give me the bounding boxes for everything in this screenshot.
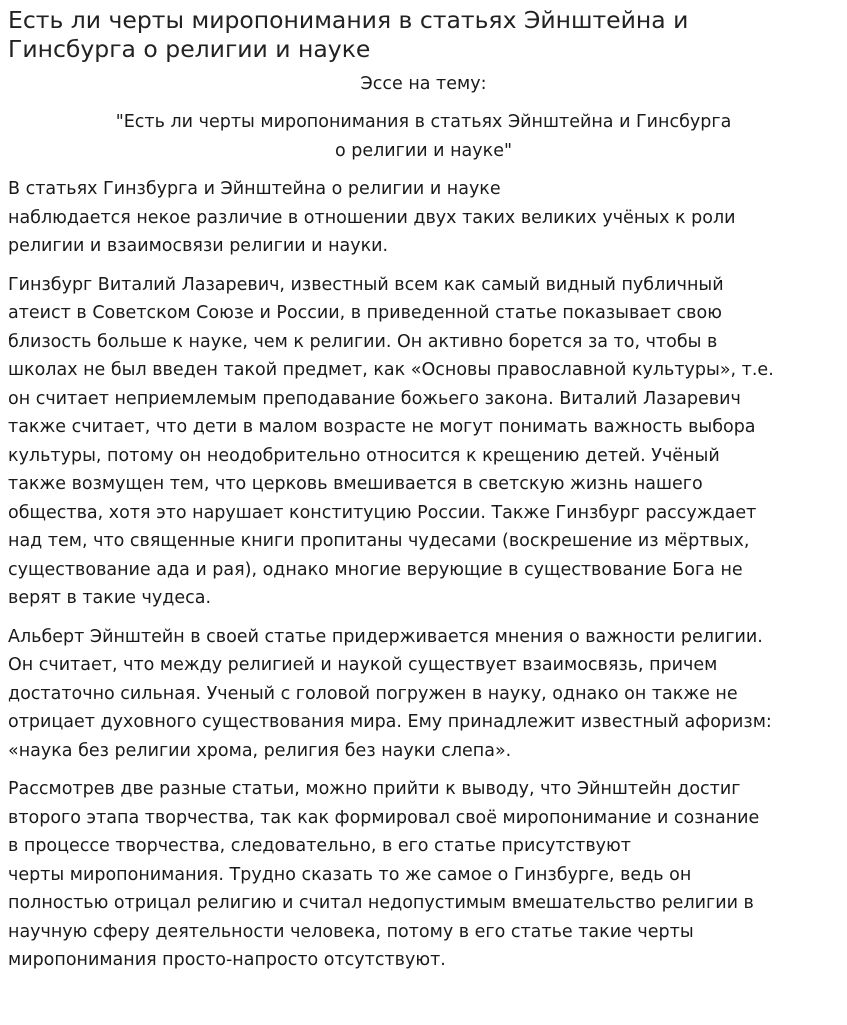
paragraph-line: Альберт Эйнштейн в своей статье придерживается мнения о важности религии. (8, 626, 763, 647)
paragraph-line: атеист в Советском Союзе и России, в приведенной статье показывает свою (8, 303, 722, 323)
essay-title-line: о религии и науке" (334, 140, 513, 161)
page-title-line: Гинсбурга о религии и науке (8, 35, 371, 63)
paragraph-line: также возмущен тем, что церковь вмешивается в светскую жизнь нашего (8, 474, 703, 494)
paragraph-intro (8, 175, 839, 261)
paragraph-line: в процессе творчества, следовательно, в его статье присутствуют (8, 836, 631, 856)
paragraph-line: общества, хотя это нарушает конституцию России. Также Гинзбург рассуждает (8, 502, 757, 523)
paragraph-line: миропонимания просто-напросто отсутствуют. (8, 950, 446, 970)
paragraph-line: культуры, потому он неодобрительно относится к крещению детей. Учёный (8, 445, 720, 466)
paragraph-line: достаточно сильная. Ученый с головой погружен в науку, однако он также не (8, 683, 738, 704)
paragraph-line: существование ада и рая), однако многие верующие в существование Бога не (8, 559, 743, 580)
paragraph-line: наблюдается некое различие в отношении двух таких великих учёных к роли (8, 207, 736, 228)
page-title (8, 6, 839, 64)
paragraph-line: «наука без религии хрома, религия без науки слепа». (8, 740, 512, 761)
paragraph-line: черты миропонимания. Трудно сказать то же самое о Гинзбурге, ведь он (8, 864, 692, 885)
essay-subtitle: Эссе на тему: (360, 74, 487, 94)
paragraph-line: близость больше к науке, чем к религии. Он активно борется за то, чтобы в (8, 331, 718, 352)
essay-title-line: "Есть ли черты миропонимания в статьях Эйнштейна и Гинсбурга (115, 112, 732, 132)
page-title-line: Есть ли черты миропонимания в статьях Эйнштейна и (8, 6, 689, 34)
paragraph-conclusion (8, 775, 839, 975)
paragraph-line: он считает неприемлемым преподавание божьего закона. Виталий Лазаревич (8, 388, 741, 409)
paragraph-einstein (8, 623, 839, 766)
paragraph-line: религии и взаимосвязи религии и науки. (8, 236, 389, 256)
paragraph-line: полностью отрицал религию и считал недопустимым вмешательство религии в (8, 893, 754, 913)
paragraph-line: В статьях Гинзбурга и Эйнштейна о религии и науке (8, 179, 501, 199)
paragraph-line: второго этапа творчества, так как формировал своё миропонимание и сознание (8, 807, 760, 828)
paragraph-line: школах не был введен такой предмет, как «Основы православной культуры», т.е. (8, 360, 774, 380)
paragraph-line: Рассмотрев две разные статьи, можно прийти к выводу, что Эйнштейн достиг (8, 779, 741, 799)
paragraph-ginzburg (8, 271, 839, 613)
paragraph-line: также считает, что дети в малом возрасте не могут понимать важность выбора (8, 417, 756, 437)
paragraph-line: Гинзбург Виталий Лазаревич, известный всем как самый видный публичный (8, 274, 724, 295)
paragraph-line: Он считает, что между религией и наукой существует взаимосвязь, причем (8, 655, 718, 675)
paragraph-line: научную сферу деятельности человека, потому в его статье такие черты (8, 921, 694, 942)
paragraph-line: над тем, что священные книги пропитаны чудесами (воскрешение из мёртвых, (8, 531, 750, 551)
paragraph-line: верят в такие чудеса. (8, 588, 212, 608)
essay-title (8, 108, 839, 165)
paragraph-line: отрицает духовного существования мира. Ему принадлежит известный афоризм: (8, 712, 772, 732)
